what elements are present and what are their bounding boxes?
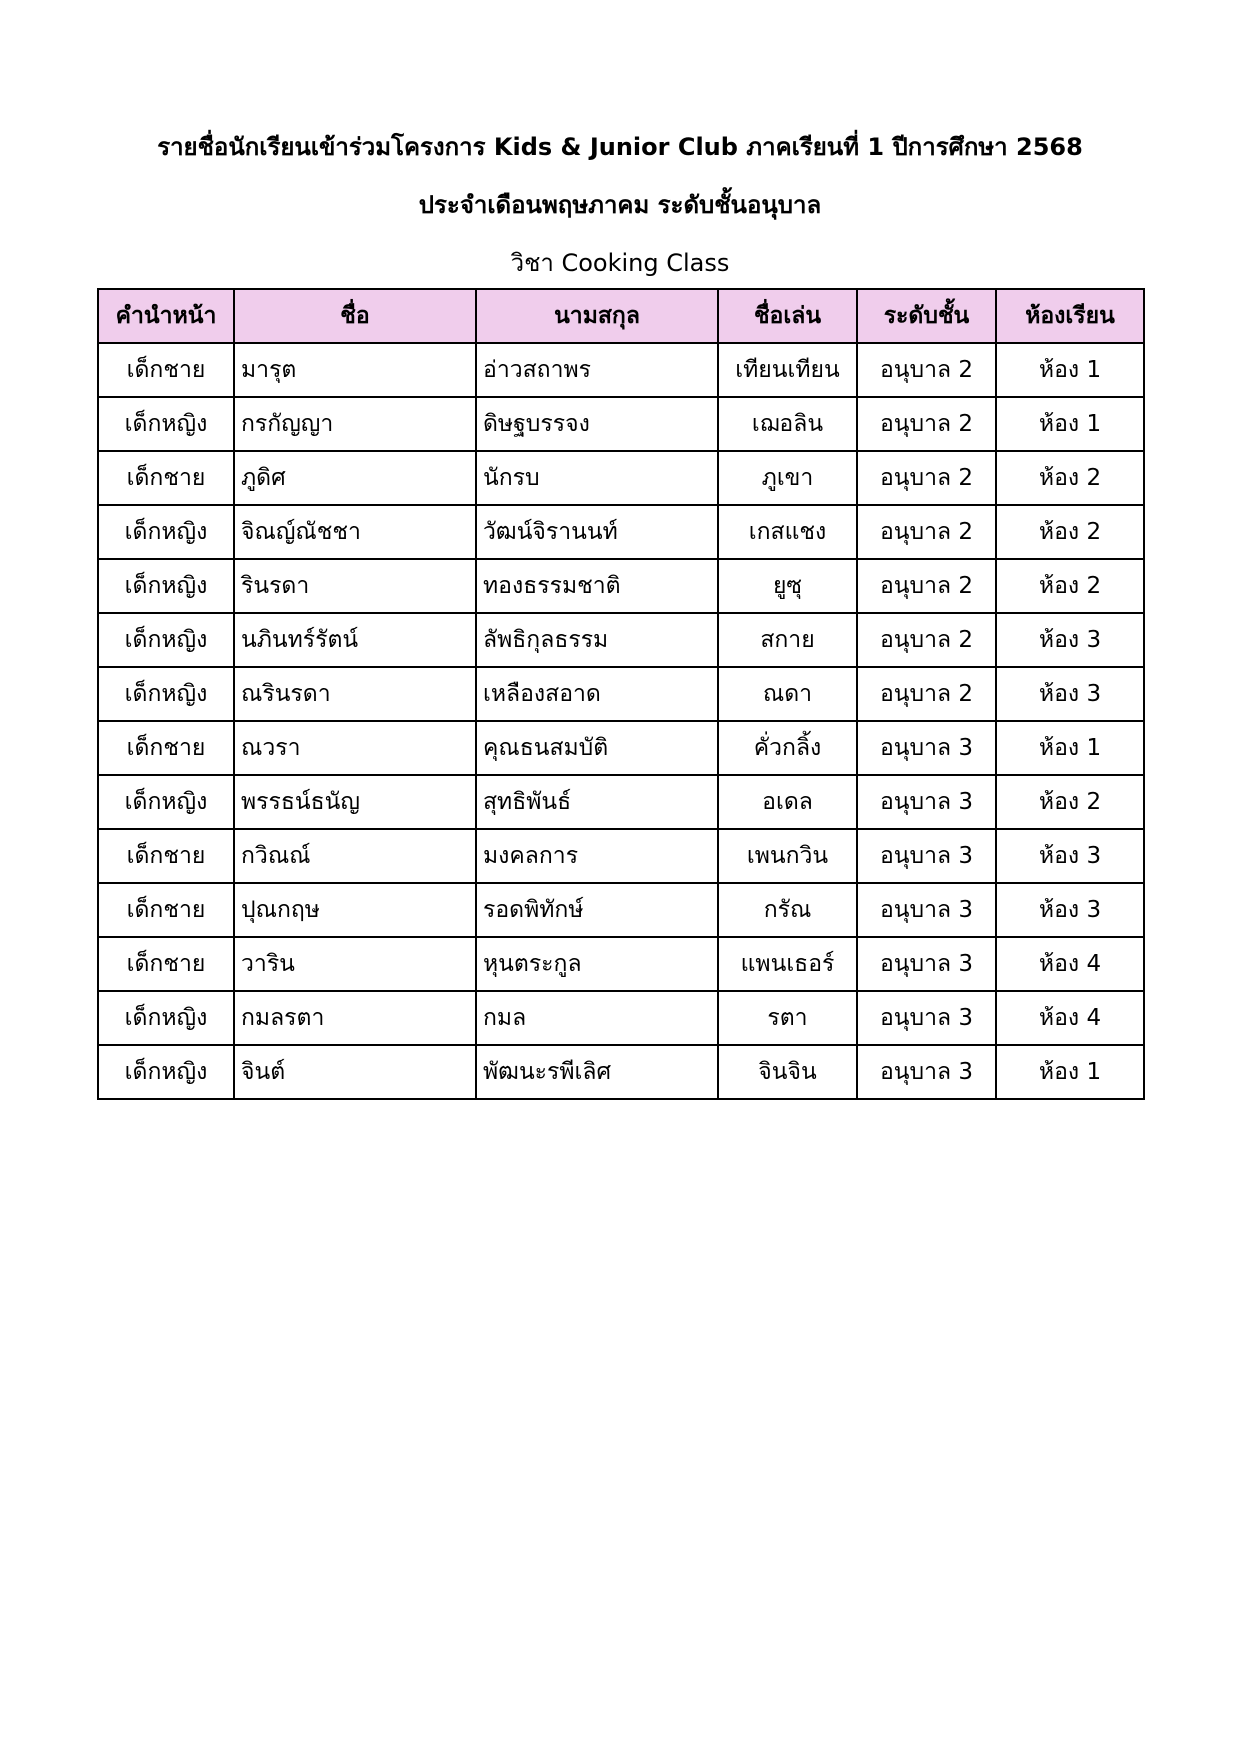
nickname-cell: สกาย: [718, 613, 857, 667]
table-row: [98, 451, 1144, 505]
grade-level-cell: อนุบาล 2: [857, 559, 996, 613]
last-name-cell: คุณธนสมบัติ: [476, 721, 718, 775]
nickname-cell: กรัณ: [718, 883, 857, 937]
grade-level-cell: อนุบาล 2: [857, 667, 996, 721]
grade-level-cell: อนุบาล 2: [857, 613, 996, 667]
prefix-cell: เด็กหญิง: [98, 991, 234, 1045]
document-title: รายชื่อนักเรียนเข้าร่วมโครงการ Kids & Junior Club ภาคเรียนที่ 1 ปีการศึกษา 2568: [157, 133, 1083, 161]
nickname-cell: อเดล: [718, 775, 857, 829]
prefix-cell: เด็กหญิง: [98, 1045, 234, 1099]
grade-level-cell: อนุบาล 3: [857, 829, 996, 883]
nickname-cell: จินจิน: [718, 1045, 857, 1099]
table-row: [98, 721, 1144, 775]
grade-level-cell: อนุบาล 3: [857, 937, 996, 991]
table-row: [98, 937, 1144, 991]
nickname-cell: เกสแชง: [718, 505, 857, 559]
table-row: [98, 991, 1144, 1045]
classroom-cell: ห้อง 4: [996, 991, 1144, 1045]
classroom-cell: ห้อง 3: [996, 613, 1144, 667]
column-header-first-name: ชื่อ: [234, 289, 476, 343]
table-row: [98, 883, 1144, 937]
first-name-cell: ณวรา: [234, 721, 476, 775]
last-name-cell: นักรบ: [476, 451, 718, 505]
last-name-cell: ลัพธิกุลธรรม: [476, 613, 718, 667]
document-header: [0, 118, 1240, 292]
prefix-cell: เด็กหญิง: [98, 505, 234, 559]
table-row: [98, 505, 1144, 559]
classroom-cell: ห้อง 2: [996, 505, 1144, 559]
prefix-cell: เด็กหญิง: [98, 613, 234, 667]
table-row: [98, 775, 1144, 829]
prefix-cell: เด็กหญิง: [98, 667, 234, 721]
table-row: [98, 1045, 1144, 1099]
student-roster-table: [97, 288, 1145, 1100]
prefix-cell: เด็กหญิง: [98, 397, 234, 451]
classroom-cell: ห้อง 4: [996, 937, 1144, 991]
first-name-cell: ปุณกฤษ: [234, 883, 476, 937]
table-row: [98, 343, 1144, 397]
prefix-cell: เด็กชาย: [98, 937, 234, 991]
first-name-cell: พรรธน์ธนัญ: [234, 775, 476, 829]
column-header-nickname: ชื่อเล่น: [718, 289, 857, 343]
grade-level-cell: อนุบาล 3: [857, 883, 996, 937]
classroom-cell: ห้อง 3: [996, 829, 1144, 883]
column-header-last-name: นามสกุล: [476, 289, 718, 343]
table-row: [98, 667, 1144, 721]
nickname-cell: เฌอลิน: [718, 397, 857, 451]
classroom-cell: ห้อง 1: [996, 397, 1144, 451]
prefix-cell: เด็กชาย: [98, 829, 234, 883]
first-name-cell: นภินทร์รัตน์: [234, 613, 476, 667]
grade-level-cell: อนุบาล 2: [857, 505, 996, 559]
table-header-row: [98, 289, 1144, 343]
grade-level-cell: อนุบาล 3: [857, 721, 996, 775]
grade-level-cell: อนุบาล 3: [857, 775, 996, 829]
last-name-cell: พัฒนะรพีเลิศ: [476, 1045, 718, 1099]
last-name-cell: รอดพิทักษ์: [476, 883, 718, 937]
prefix-cell: เด็กชาย: [98, 883, 234, 937]
first-name-cell: กมลรตา: [234, 991, 476, 1045]
table-row: [98, 559, 1144, 613]
classroom-cell: ห้อง 1: [996, 343, 1144, 397]
classroom-cell: ห้อง 2: [996, 451, 1144, 505]
table-row: [98, 829, 1144, 883]
prefix-cell: เด็กหญิง: [98, 775, 234, 829]
column-header-classroom: ห้องเรียน: [996, 289, 1144, 343]
last-name-cell: เหลืองสอาด: [476, 667, 718, 721]
nickname-cell: คั่วกลิ้ง: [718, 721, 857, 775]
nickname-cell: ภูเขา: [718, 451, 857, 505]
table-body: [98, 343, 1144, 1099]
nickname-cell: เพนกวิน: [718, 829, 857, 883]
classroom-cell: ห้อง 3: [996, 667, 1144, 721]
table-row: [98, 613, 1144, 667]
nickname-cell: แพนเธอร์: [718, 937, 857, 991]
nickname-cell: รตา: [718, 991, 857, 1045]
first-name-cell: ณรินรดา: [234, 667, 476, 721]
grade-level-cell: อนุบาล 2: [857, 397, 996, 451]
prefix-cell: เด็กหญิง: [98, 559, 234, 613]
first-name-cell: จิณญ์ณัชชา: [234, 505, 476, 559]
grade-level-cell: อนุบาล 3: [857, 991, 996, 1045]
prefix-cell: เด็กชาย: [98, 343, 234, 397]
first-name-cell: มารุต: [234, 343, 476, 397]
document-subtitle: ประจำเดือนพฤษภาคม ระดับชั้นอนุบาล: [418, 191, 822, 219]
column-header-grade-level: ระดับชั้น: [857, 289, 996, 343]
last-name-cell: อ่าวสถาพร: [476, 343, 718, 397]
prefix-cell: เด็กชาย: [98, 451, 234, 505]
last-name-cell: กมล: [476, 991, 718, 1045]
grade-level-cell: อนุบาล 2: [857, 451, 996, 505]
classroom-cell: ห้อง 2: [996, 775, 1144, 829]
table-row: [98, 397, 1144, 451]
prefix-cell: เด็กชาย: [98, 721, 234, 775]
grade-level-cell: อนุบาล 3: [857, 1045, 996, 1099]
classroom-cell: ห้อง 2: [996, 559, 1144, 613]
classroom-cell: ห้อง 1: [996, 721, 1144, 775]
last-name-cell: ดิษฐบรรจง: [476, 397, 718, 451]
classroom-cell: ห้อง 1: [996, 1045, 1144, 1099]
first-name-cell: กวิณณ์: [234, 829, 476, 883]
first-name-cell: กรกัญญา: [234, 397, 476, 451]
last-name-cell: วัฒน์จิรานนท์: [476, 505, 718, 559]
last-name-cell: ทองธรรมชาติ: [476, 559, 718, 613]
grade-level-cell: อนุบาล 2: [857, 343, 996, 397]
first-name-cell: ภูดิศ: [234, 451, 476, 505]
first-name-cell: จินต์: [234, 1045, 476, 1099]
classroom-cell: ห้อง 3: [996, 883, 1144, 937]
nickname-cell: เทียนเทียน: [718, 343, 857, 397]
nickname-cell: ยูซุ: [718, 559, 857, 613]
column-header-prefix: คำนำหน้า: [98, 289, 234, 343]
last-name-cell: สุทธิพันธ์: [476, 775, 718, 829]
nickname-cell: ณดา: [718, 667, 857, 721]
last-name-cell: มงคลการ: [476, 829, 718, 883]
last-name-cell: หุนตระกูล: [476, 937, 718, 991]
first-name-cell: วาริน: [234, 937, 476, 991]
first-name-cell: รินรดา: [234, 559, 476, 613]
subject-title: วิชา Cooking Class: [510, 249, 730, 277]
